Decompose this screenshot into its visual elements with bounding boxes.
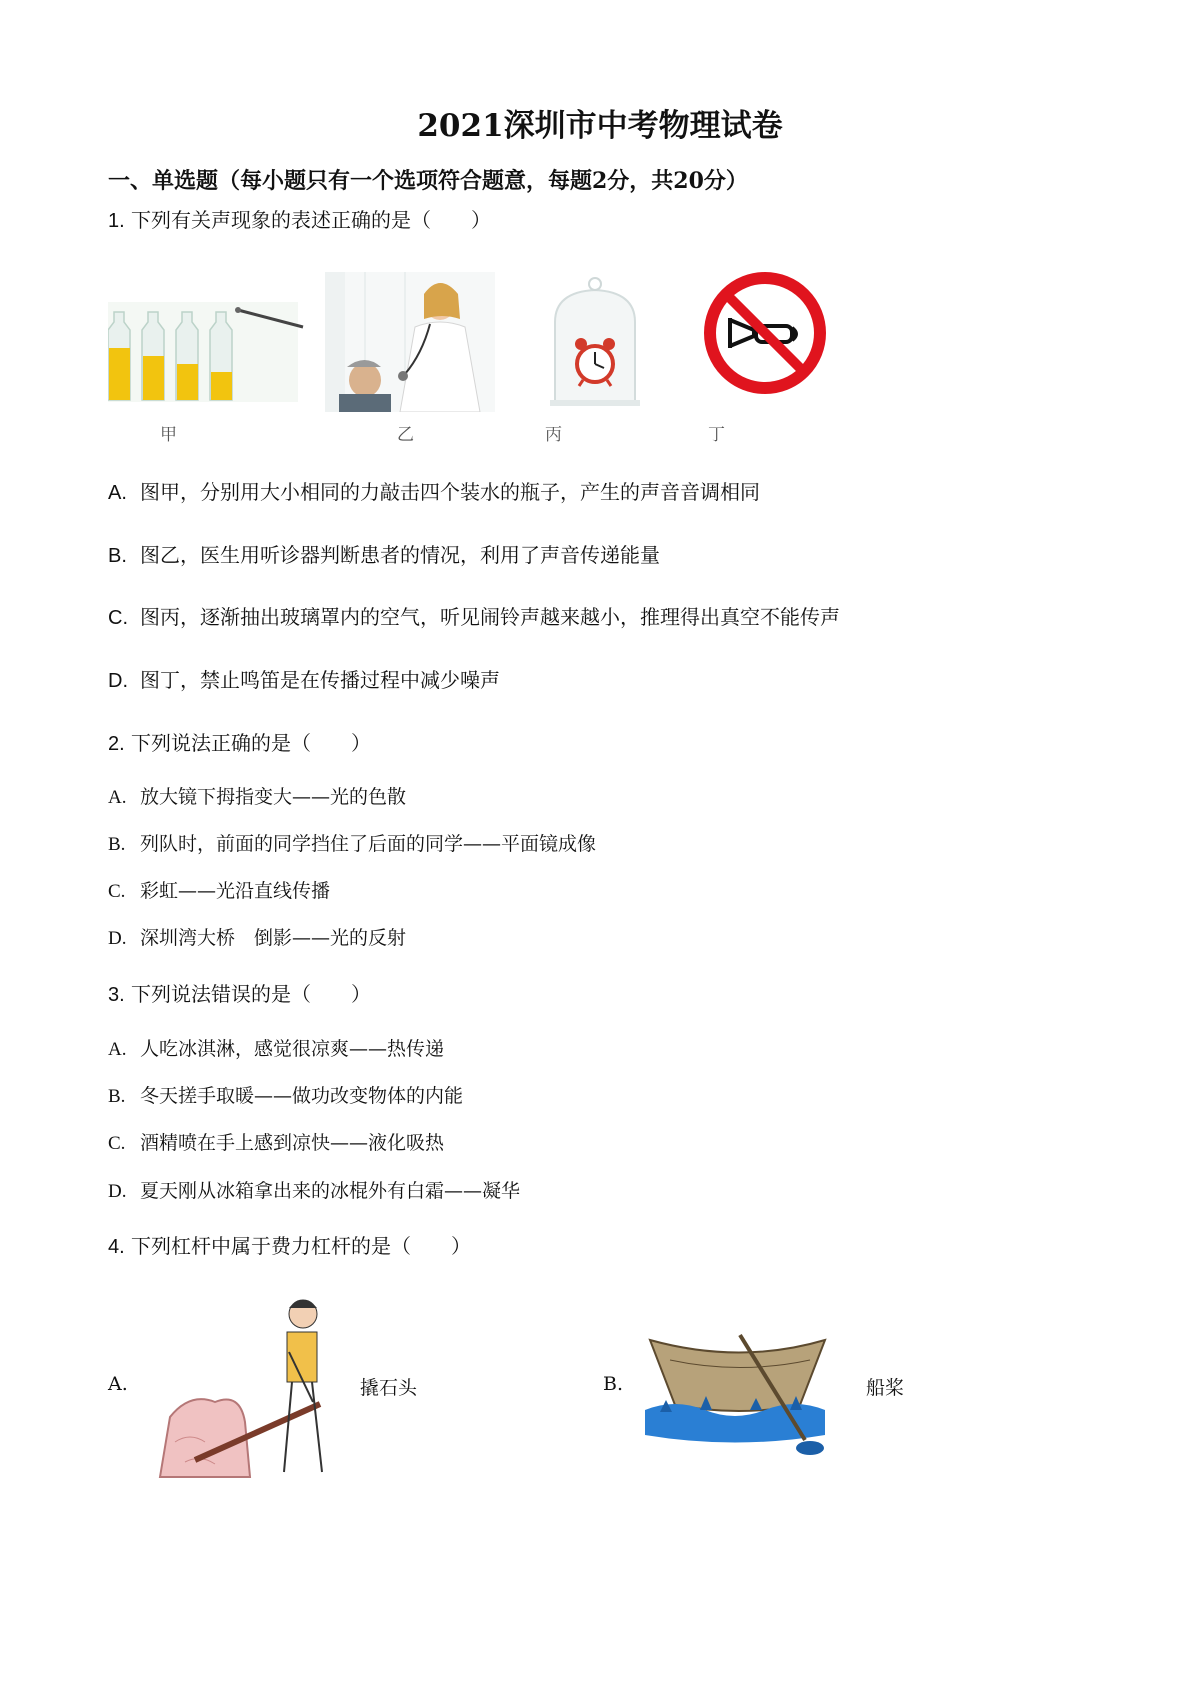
figure-prying-rock (155, 1292, 355, 1482)
question-text: 下列说法正确的是（ ） (131, 731, 372, 755)
page-title: 2021深圳市中考物理试卷 (417, 108, 783, 144)
q3-option-c: C. 酒精喷在手上感到凉快——液化吸热 (108, 1132, 445, 1154)
caption-yi: 乙 (397, 425, 414, 445)
question-text: 下列说法错误的是（ ） (131, 982, 372, 1006)
q4-option-a-letter: A. (108, 1373, 128, 1395)
q1-option-c: C. 图丙，逐渐抽出玻璃罩内的空气，听见闹铃声越来越小，推理得出真空不能传声 (108, 605, 840, 629)
q2-option-a: A. 放大镜下拇指变大——光的色散 (108, 786, 407, 808)
caption-ding: 丁 (708, 425, 725, 445)
lever-rock-icon (155, 1292, 355, 1482)
question-number: 1. (108, 210, 125, 232)
boat-oar-icon (640, 1330, 850, 1470)
question-number: 4. (108, 1236, 125, 1258)
q4-option-b-letter: B. (603, 1373, 624, 1395)
question-4 (108, 1230, 471, 1259)
question-1 (108, 204, 491, 233)
stethoscope-doctor-icon (325, 272, 495, 412)
section-heading: 一、单选题（每小题只有一个选项符合题意，每题2分，共20分） (108, 168, 748, 194)
figure-no-horn-sign (700, 268, 840, 448)
caption-jia: 甲 (160, 425, 177, 445)
q1-option-d: D. 图丁，禁止鸣笛是在传播过程中减少噪声 (108, 668, 500, 692)
q3-option-a: A. 人吃冰淇淋，感觉很凉爽——热传递 (108, 1038, 445, 1060)
q3-option-d: D. 夏天刚从冰箱拿出来的冰棍外有白霜——凝华 (108, 1180, 521, 1202)
question-number: 2. (108, 733, 125, 755)
question-text: 下列杠杆中属于费力杠杆的是（ ） (131, 1234, 472, 1258)
q3-option-b: B. 冬天搓手取暖——做功改变物体的内能 (108, 1085, 464, 1107)
figure-boat-oar (640, 1330, 850, 1470)
caption-bing: 丙 (545, 425, 562, 445)
q1-option-a: A. 图甲，分别用大小相同的力敲击四个装水的瓶子，产生的声音音调相同 (108, 480, 760, 504)
question-2 (108, 727, 371, 756)
question-text: 下列有关声现象的表述正确的是（ ） (131, 208, 492, 232)
question-number: 3. (108, 984, 125, 1006)
q2-option-b: B. 列队时，前面的同学挡住了后面的同学——平面镜成像 (108, 833, 597, 855)
q2-option-d: D. 深圳湾大桥 倒影——光的反射 (108, 927, 407, 949)
no-horn-sign-icon (700, 268, 830, 398)
figure-bottles (108, 272, 308, 447)
q4-option-a-text: 撬石头 (360, 1377, 418, 1399)
q2-option-c: C. 彩虹——光沿直线传播 (108, 880, 331, 902)
alarm-clock-bell-jar-icon (545, 272, 645, 412)
q4-option-b-text: 船桨 (866, 1377, 905, 1399)
question-3 (108, 978, 371, 1007)
figure-doctor (325, 272, 505, 447)
bottles-icon (108, 272, 308, 412)
figure-bell-jar (545, 272, 655, 447)
q1-option-b: B. 图乙，医生用听诊器判断患者的情况，利用了声音传递能量 (108, 543, 660, 567)
